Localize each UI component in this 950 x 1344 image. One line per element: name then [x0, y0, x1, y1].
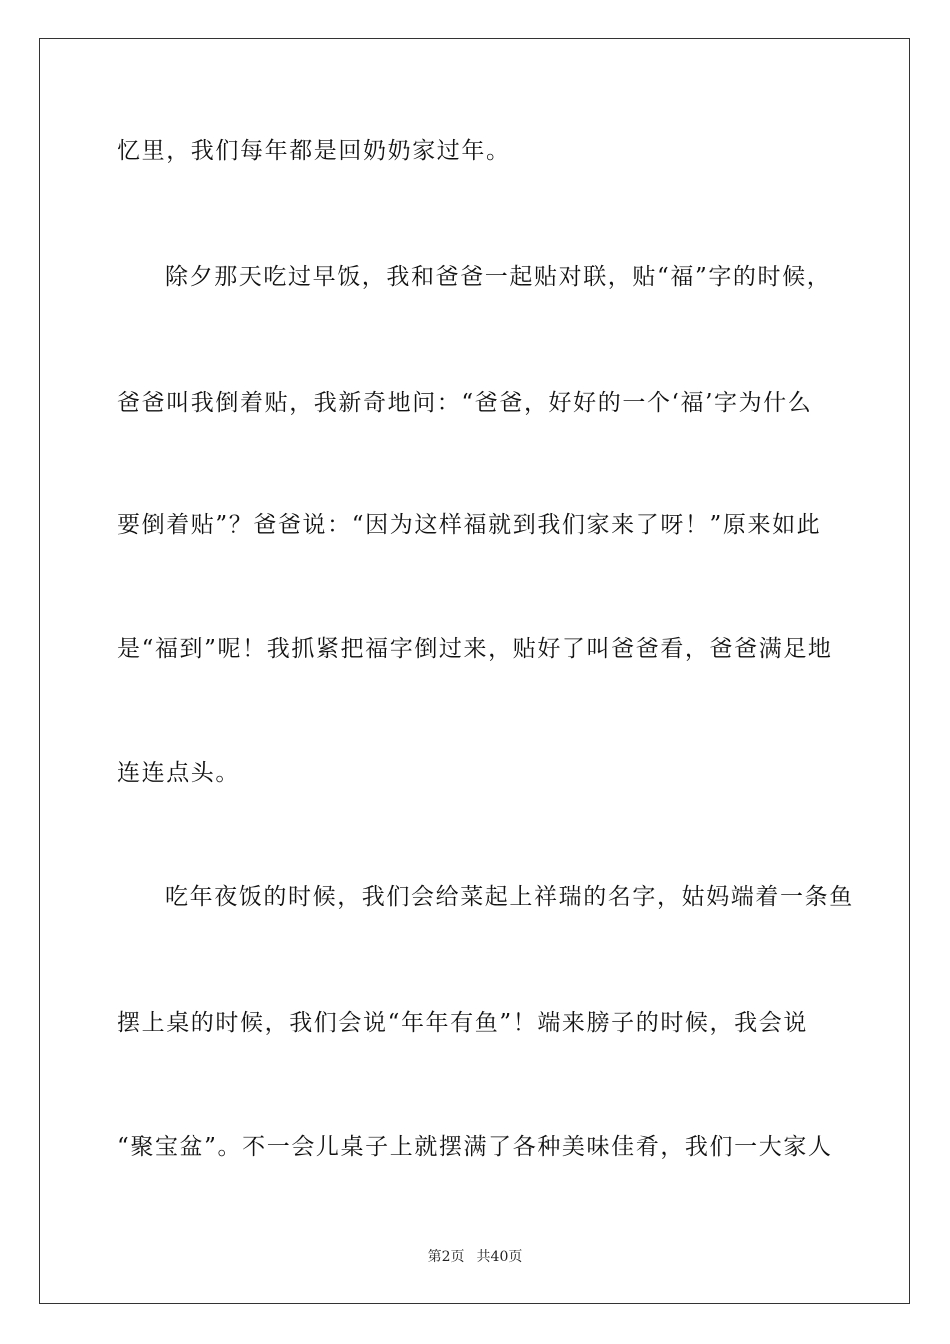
text-line-4: 要倒着贴”？爸爸说：“因为这样福就到我们家来了呀！”原来如此	[117, 512, 822, 538]
text-line-5: 是“福到”呢！我抓紧把福字倒过来，贴好了叫爸爸看，爸爸满足地	[117, 636, 833, 662]
text-line-2: 除夕那天吃过早饭，我和爸爸一起贴对联，贴“福”字的时候，	[165, 264, 832, 290]
page-border	[39, 38, 910, 1304]
text-line-8: 摆上桌的时候，我们会说“年年有鱼”！端来膀子的时候，我会说	[117, 1010, 808, 1036]
text-line-9: “聚宝盆”。不一会儿桌子上就摆满了各种美味佳肴，我们一大家人	[117, 1134, 833, 1160]
text-line-3: 爸爸叫我倒着贴，我新奇地问：“爸爸，好好的一个‘福’字为什么	[117, 390, 813, 416]
text-line-1: 忆里，我们每年都是回奶奶家过年。	[117, 138, 511, 164]
page-total: 共40页	[476, 1249, 523, 1265]
text-line-6: 连连点头。	[117, 760, 240, 786]
page-footer	[0, 1248, 950, 1266]
text-line-7: 吃年夜饭的时候，我们会给菜起上祥瑞的名字，姑妈端着一条鱼	[165, 884, 854, 910]
page-number: 第2页	[427, 1249, 465, 1265]
